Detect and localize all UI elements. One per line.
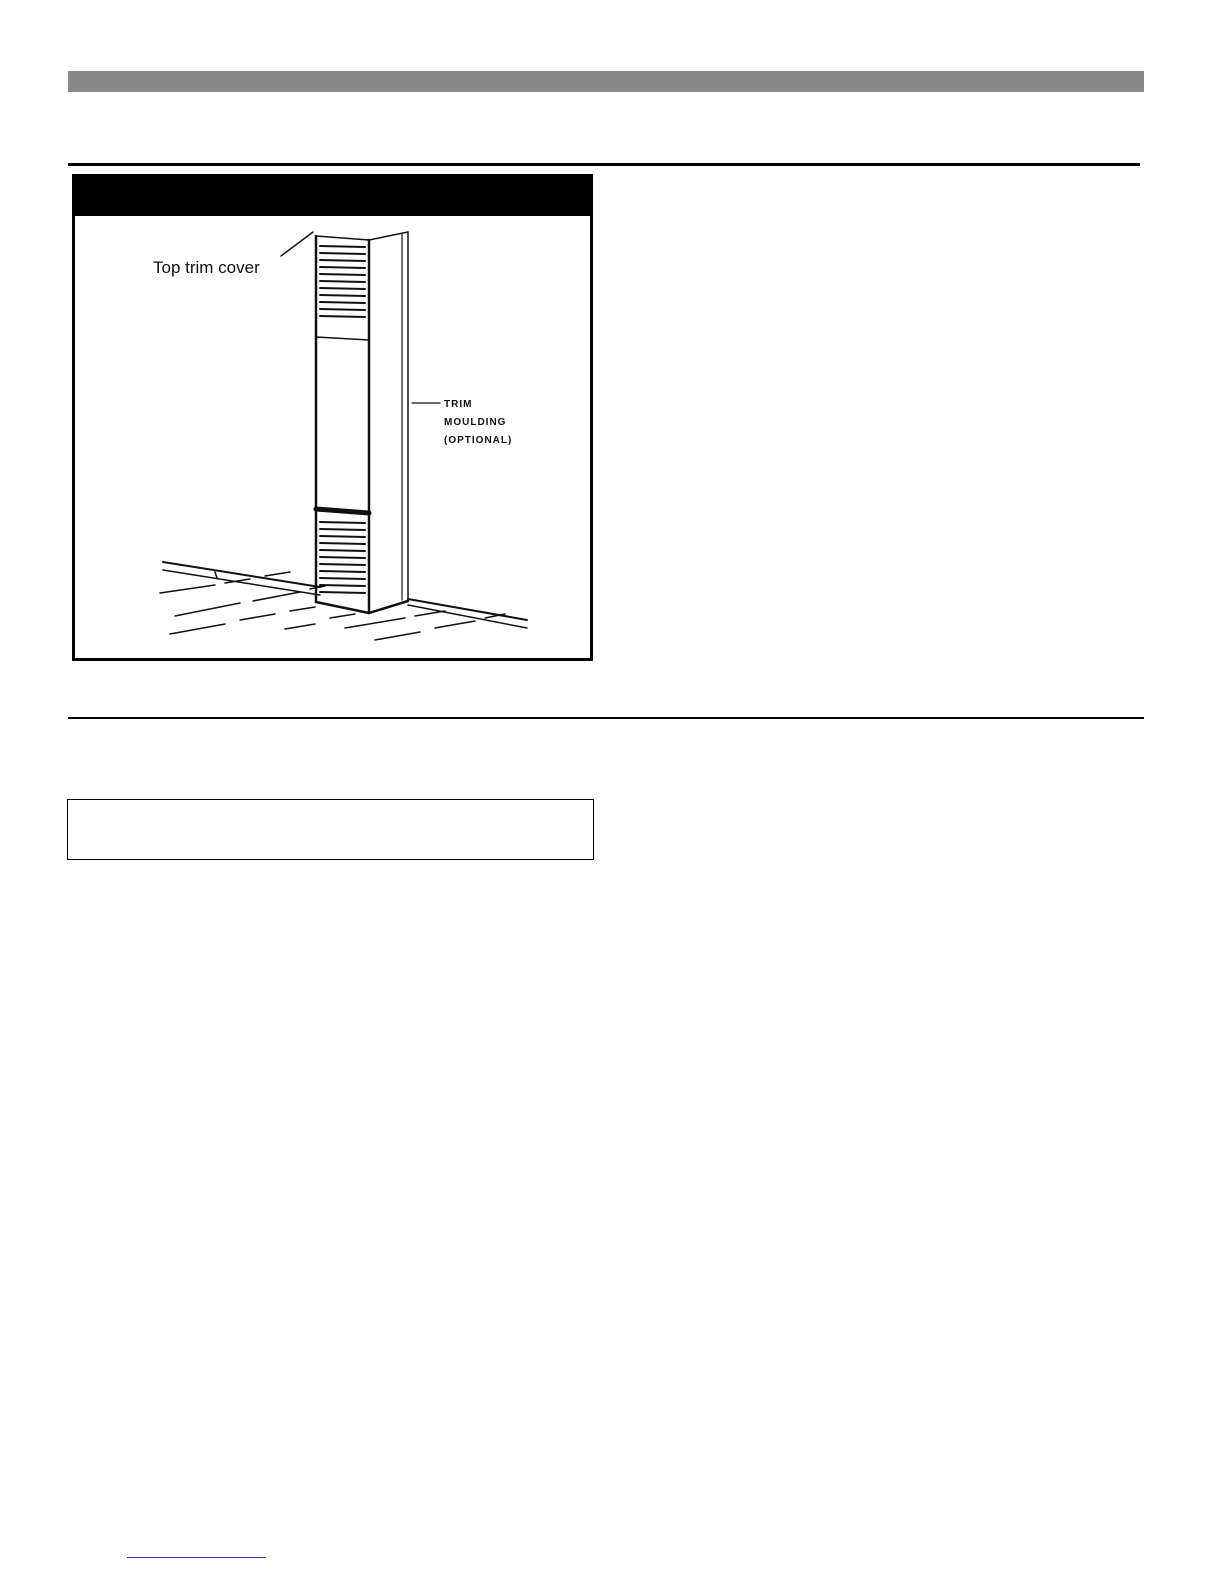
- label-moulding: MOULDING: [444, 417, 507, 428]
- label-trim: TRIM: [444, 399, 473, 410]
- note-box: [67, 799, 594, 860]
- middle-rule: [68, 717, 1144, 719]
- heater-illustration: [75, 216, 587, 656]
- label-top-trim-cover: Top trim cover: [153, 258, 260, 277]
- header-bar: [68, 71, 1144, 92]
- label-optional: (OPTIONAL): [444, 435, 513, 446]
- footer-link-underline[interactable]: [127, 1557, 266, 1558]
- top-rule: [68, 163, 1140, 166]
- figure-title-bar: [72, 174, 590, 216]
